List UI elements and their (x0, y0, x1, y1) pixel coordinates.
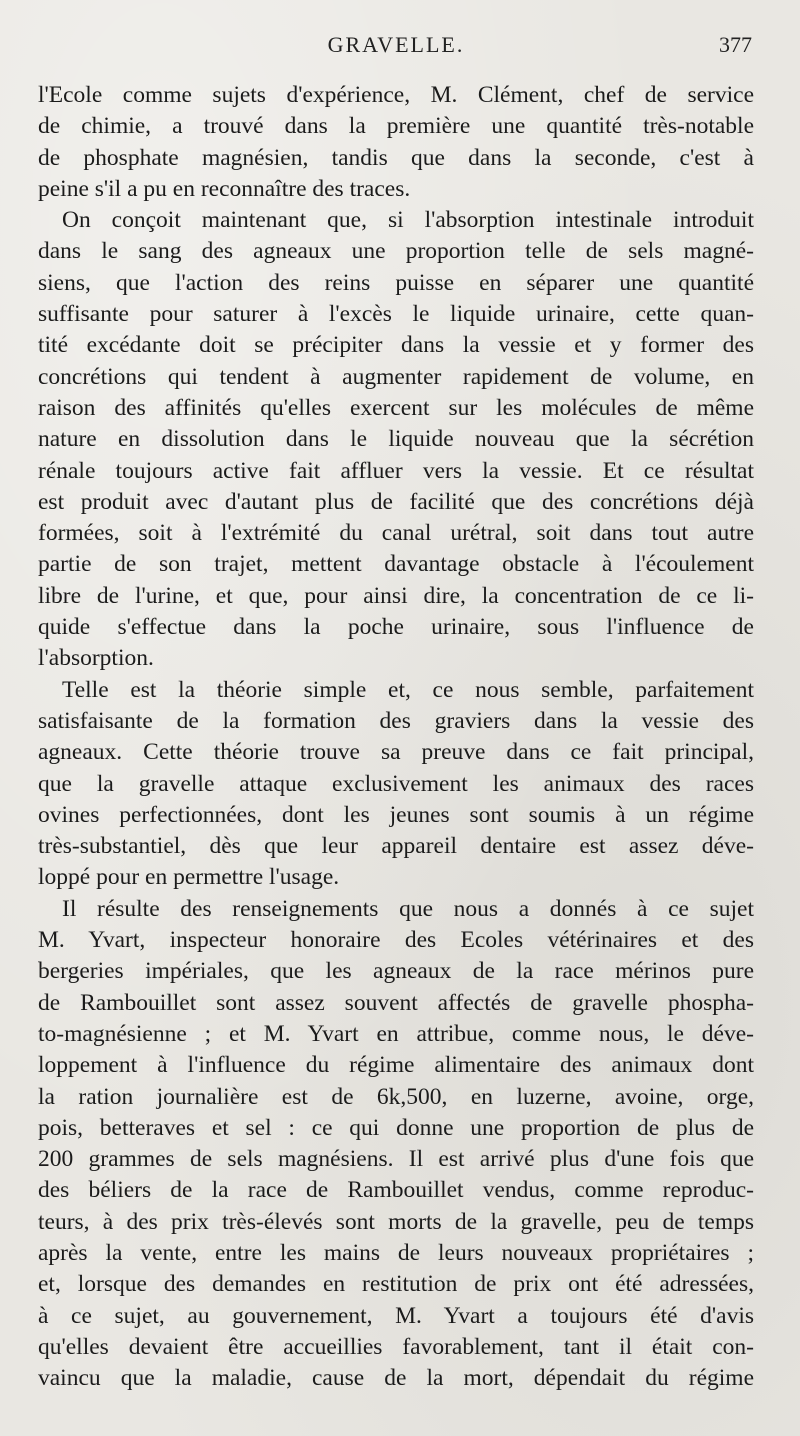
text-line: loppement à l'influence du régime alimentaire des animaux dont (38, 1052, 754, 1079)
text-line: bergeries impériales, que les agneaux de la race mérinos pure (38, 958, 754, 985)
text-line: agneaux. Cette théorie trouve sa preuve dans ce fait principal, (38, 739, 754, 766)
text-line: 200 grammes de sels magnésiens. Il est arrivé plus d'une fois que (38, 1146, 754, 1173)
text-line: concrétions qui tendent à augmenter rapidement de volume, en (38, 363, 754, 390)
text-line: Telle est la théorie simple et, ce nous semble, parfaitement (62, 676, 754, 703)
text-line: qu'elles devaient être accueillies favorablement, tant il était con- (38, 1333, 754, 1360)
text-line: que la gravelle attaque exclusivement les animaux des races (38, 770, 754, 797)
text-line: libre de l'urine, et que, pour ainsi dire, la concentration de ce li- (38, 582, 754, 609)
text-line: teurs, à des prix très-élevés sont morts de la gravelle, peu de temps (38, 1208, 754, 1235)
text-line: l'Ecole comme sujets d'expérience, M. Clément, chef de service (38, 82, 754, 108)
text-line: siens, que l'action des reins puisse en séparer une quantité (38, 269, 754, 296)
body-text (38, 80, 754, 1394)
text-line: satisfaisante de la formation des graviers dans la vessie des (38, 707, 754, 734)
text-line: est produit avec d'autant plus de facilité que des concrétions déjà (38, 488, 754, 515)
text-line: de chimie, a trouvé dans la première une quantité très-notable (38, 113, 754, 140)
text-line: loppé pour en permettre l'usage. (38, 864, 340, 891)
paragraph (38, 894, 754, 1395)
text-line: et, lorsque des demandes en restitution de prix ont été adressées, (38, 1271, 754, 1298)
text-line: de Rambouillet sont assez souvent affectés de gravelle phospha- (38, 989, 754, 1016)
text-line: Il résulte des renseignements que nous a donnés à ce sujet (62, 895, 754, 922)
text-line: de phosphate magnésien, tandis que dans la seconde, c'est à (38, 144, 754, 171)
paragraph (38, 205, 754, 674)
page-number: 377 (719, 32, 752, 57)
text-line: très-substantiel, dès que leur appareil dentaire est assez déve- (38, 833, 754, 860)
text-line: partie de son trajet, mettent davantage obstacle à l'écoulement (38, 551, 754, 578)
running-title: GRAVELLE. (327, 32, 465, 57)
text-line: la ration journalière est de 6k,500, en luzerne, avoine, orge, (38, 1083, 754, 1110)
text-line: après la vente, entre les mains de leurs nouveaux propriétaires ; (38, 1239, 754, 1266)
text-line: à ce sujet, au gouvernement, M. Yvart a toujours été d'avis (38, 1302, 754, 1329)
text-line: peine s'il a pu en reconnaître des traces. (38, 175, 411, 202)
paragraph (38, 675, 754, 894)
text-line: On conçoit maintenant que, si l'absorption intestinale introduit (62, 207, 754, 234)
text-line: nature en dissolution dans le liquide nouveau que la sécrétion (38, 426, 754, 453)
paragraph (38, 80, 754, 205)
text-line: raison des affinités qu'elles exercent sur les molécules de même (38, 394, 754, 421)
text-line: vaincu que la maladie, cause de la mort, dépendait du régime (38, 1365, 754, 1392)
text-line: des béliers de la race de Rambouillet vendus, comme reproduc- (38, 1177, 754, 1204)
text-line: tité excédante doit se précipiter dans la vessie et y former des (38, 332, 754, 359)
running-head (38, 32, 754, 62)
text-line: l'absorption. (38, 645, 154, 672)
text-line: formées, soit à l'extrémité du canal urétral, soit dans tout autre (38, 520, 754, 547)
text-line: to-magnésienne ; et M. Yvart en attribue, comme nous, le déve- (38, 1020, 754, 1047)
text-line: ovines perfectionnées, dont les jeunes sont soumis à un régime (38, 801, 754, 828)
text-line: suffisante pour saturer à l'excès le liquide urinaire, cette quan- (38, 301, 754, 328)
text-line: dans le sang des agneaux une proportion telle de sels magné- (38, 238, 754, 265)
text-line: rénale toujours active fait affluer vers la vessie. Et ce résultat (38, 457, 754, 484)
text-line: pois, betteraves et sel : ce qui donne une proportion de plus de (38, 1114, 754, 1141)
text-line: M. Yvart, inspecteur honoraire des Ecoles vétérinaires et des (38, 927, 754, 954)
text-line: quide s'effectue dans la poche urinaire, sous l'influence de (38, 614, 754, 641)
